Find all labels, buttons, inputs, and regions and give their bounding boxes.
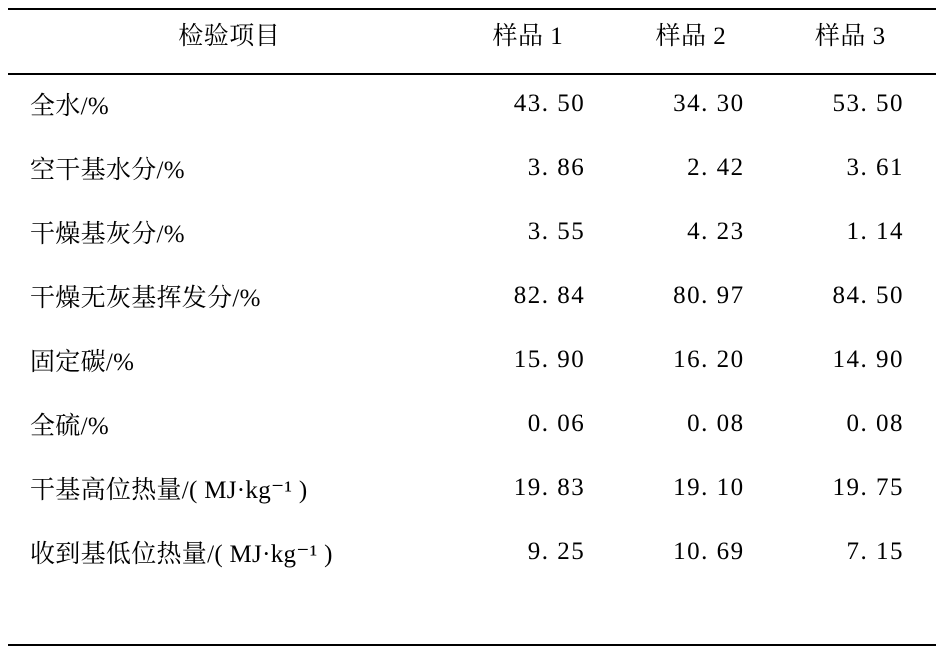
table-body [14, 68, 930, 584]
column-header-sample-3: 样品 3 [814, 23, 886, 50]
cell-sample-1: 3. 86 [527, 154, 586, 181]
table-row [14, 264, 930, 328]
cell-sample-1: 9. 25 [527, 538, 586, 565]
cell-sample-3: 14. 90 [832, 346, 904, 373]
table-bottom-rule [8, 644, 936, 646]
cell-sample-3: 1. 14 [846, 218, 904, 245]
table-row [14, 328, 930, 392]
row-label: 干基高位热量/( MJ·kg⁻¹ ) [30, 477, 308, 504]
cell-sample-1: 19. 83 [513, 474, 586, 501]
inspection-results-table [14, 0, 930, 584]
table-top-rule [8, 8, 936, 10]
cell-sample-3: 7. 15 [846, 538, 904, 565]
table-row [14, 200, 930, 264]
cell-sample-1: 0. 06 [527, 410, 586, 437]
cell-sample-1: 15. 90 [513, 346, 586, 373]
cell-sample-1: 43. 50 [513, 90, 586, 117]
cell-sample-2: 80. 97 [673, 282, 745, 309]
table-row [14, 72, 930, 136]
row-label: 固定碳/% [30, 349, 135, 376]
cell-sample-2: 2. 42 [687, 154, 745, 181]
cell-sample-3: 19. 75 [832, 474, 904, 501]
cell-sample-2: 10. 69 [673, 538, 745, 565]
cell-sample-2: 19. 10 [673, 474, 745, 501]
cell-sample-1: 82. 84 [513, 282, 586, 309]
table-row [14, 392, 930, 456]
table-row [14, 136, 930, 200]
cell-sample-2: 16. 20 [673, 346, 745, 373]
row-label: 空干基水分/% [30, 157, 185, 184]
cell-sample-3: 0. 08 [846, 410, 904, 437]
column-header-item: 检验项目 [178, 23, 281, 50]
cell-sample-3: 53. 50 [832, 90, 904, 117]
column-header-sample-2: 样品 2 [655, 23, 727, 50]
cell-sample-2: 4. 23 [687, 218, 745, 245]
cell-sample-1: 3. 55 [527, 218, 586, 245]
row-label: 干燥无灰基挥发分/% [30, 285, 261, 312]
cell-sample-2: 0. 08 [687, 410, 745, 437]
table-header-rule [8, 73, 936, 75]
table-row [14, 520, 930, 584]
cell-sample-3: 84. 50 [832, 282, 904, 309]
table-header-row [14, 0, 930, 68]
table-header [14, 0, 930, 68]
row-label: 干燥基灰分/% [30, 221, 185, 248]
row-label: 全硫/% [30, 413, 109, 440]
table-row [14, 456, 930, 520]
row-label: 全水/% [30, 93, 109, 120]
column-header-sample-1: 样品 1 [492, 23, 564, 50]
cell-sample-3: 3. 61 [846, 154, 904, 181]
cell-sample-2: 34. 30 [673, 90, 745, 117]
row-label: 收到基低位热量/( MJ·kg⁻¹ ) [30, 541, 333, 568]
